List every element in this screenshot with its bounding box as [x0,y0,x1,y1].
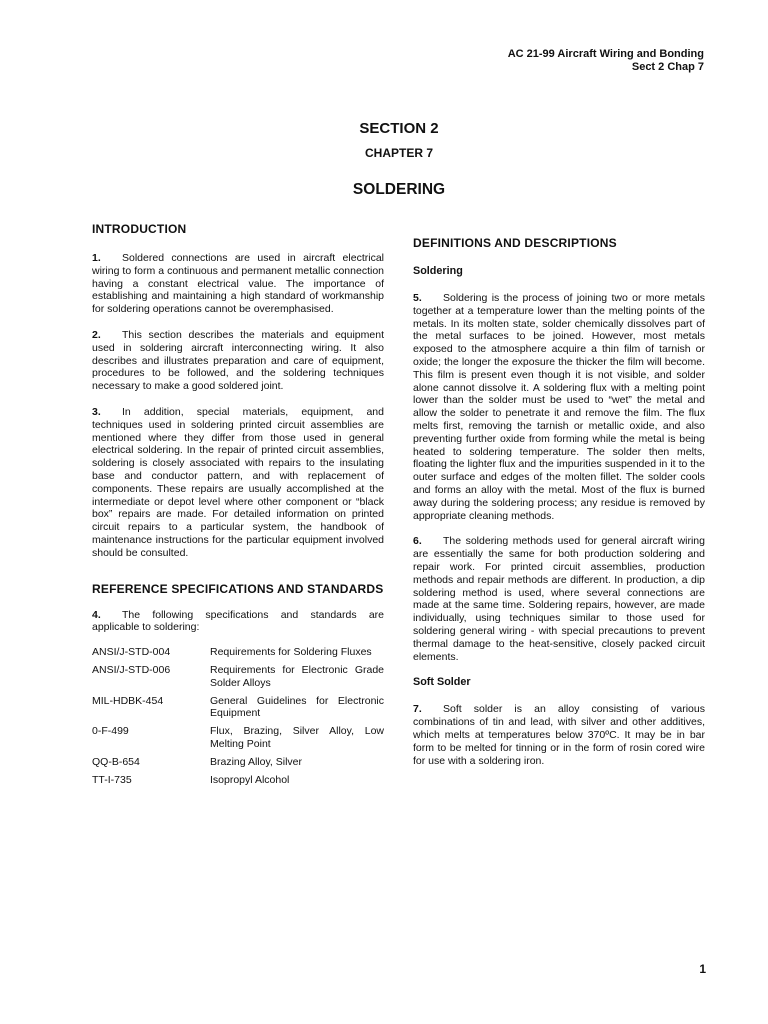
specifications-table [92,646,384,791]
header-document-title: AC 21-99 Aircraft Wiring and Bonding [507,48,704,60]
paragraph-5-text: Soldering is the process of joining two or more metals together at a temperature lower than the melting points of the metals. In its molten state, solder chemically dissolves part of the metal surfaces to be joined. However, most metals exposed to the atmosphere acquire a thin film of tarnish or oxide; the longer the exposure the thicker the film will become. This film is present even though it is not visible, and solder alone cannot dissolve it. A soldering flux with a melting point lower than the solder must be used to “wet” the metal and allow the solder to penetrate it and remove the film. The flux melts first, removing the tarnish or metallic oxide, and also preventing further oxide from forming while the metal is being heated to soldering temperature. The solder then melts, floating the lighter flux and the impurities suspended in it to the outer surface and edges of the molten fillet. The solder cools and forms an alloy with the metal. Most of the flux is burned away during the soldering process; any residue is removed by appropriate cleaning methods. [413,292,705,522]
definitions-heading: DEFINITIONS AND DESCRIPTIONS [413,236,617,250]
spec-code: TT-I-735 [92,773,132,786]
spec-code: MIL-HDBK-454 [92,694,164,707]
spec-code: ANSI/J-STD-004 [92,646,171,659]
table-row [92,756,384,774]
reference-specifications-heading: REFERENCE SPECIFICATIONS AND STANDARDS [92,581,384,596]
paragraph-5-number: 5. [413,292,422,304]
paragraph-4-number: 4. [92,608,101,621]
paragraph-1-number: 1. [92,252,101,264]
page-number: 1 [699,962,706,976]
left-column [92,222,384,791]
table-row [92,725,384,756]
paragraph-3 [92,406,384,560]
section-title: SECTION 2 [359,120,439,137]
table-row [92,774,384,792]
paragraph-2-number: 2. [92,328,101,341]
spec-code: 0-F-499 [92,725,129,738]
paragraph-2 [92,329,384,393]
paragraph-6 [413,535,705,663]
running-header [508,48,704,74]
title-block [0,120,768,199]
paragraph-3-text: In addition, special materials, equipment, and techniques used in soldering printed circuit assemblies are mentioned where they differ from those used in general electrical soldering. In the repair of printed circuit assemblies, soldering is closely associated with repairs to the insulating base and conductor pattern, and with replacement of components. These repairs are usually accomplished at the intermediate or depot level where other component or “black box” repairs are made. For detailed information on printed circuit repairs to a particular system, the handbook of maintenance instructions for the particular equipment involved should be consulted. [92,405,384,559]
spec-code: QQ-B-654 [92,755,140,768]
paragraph-4 [92,609,384,635]
soft-solder-subheading: Soft Solder [413,676,471,689]
paragraph-7-text: Soft solder is an alloy consisting of various combinations of tin and lead, with silver and other additives, which melts at temperatures below 370ºC. It may be in bar form to be melted for tinning or in the form of rosin cored wire for use with a soldering iron. [413,703,705,767]
paragraph-3-number: 3. [92,405,101,418]
page-title: SOLDERING [352,181,446,198]
table-row [92,664,384,695]
introduction-heading: INTRODUCTION [92,222,187,236]
spec-description: Brazing Alloy, Silver [210,755,303,768]
spec-code: ANSI/J-STD-006 [92,663,171,676]
paragraph-2-text: This section describes the materials and equipment used in soldering aircraft interconnecting wiring. It also describes and illustrates preparation and care of equipment, procedures to be followed, and the soldering techniques necessary to make a good soldered joint. [92,328,384,393]
spec-description: Flux, Brazing, Silver Alloy, Low Melting Point [210,725,384,750]
chapter-title: CHAPTER 7 [364,146,433,160]
soldering-subheading: Soldering [413,265,463,277]
right-column [413,236,705,767]
paragraph-6-text: The soldering methods used for general aircraft wiring are essentially the same for both production soldering and repair work. For printed circuit assemblies, production methods and repair methods are different. In production, a dip soldering method is used, where several connections are made at the same time. Soldering repairs, however, are made individually, using techniques similar to those used for soldering general wiring - with special precautions to prevent thermal damage to the heat-sensitive, closely packed circuit elements. [413,535,705,663]
spec-description: Isopropyl Alcohol [210,773,290,786]
table-row [92,646,384,664]
paragraph-1-text: Soldered connections are used in aircraft electrical wiring to form a continuous and permanent metallic connection having a constant electrical value. The importance of establishing and maintaining a high standard of workmanship for soldering operations cannot be overemphasised. [92,252,384,316]
spec-description: Requirements for Soldering Fluxes [210,646,372,659]
paragraph-6-number: 6. [413,535,422,548]
spec-description: Requirements for Electronic Grade Solder Alloys [210,663,384,689]
paragraph-5 [413,292,705,522]
header-section-ref: Sect 2 Chap 7 [631,61,704,73]
table-row [92,695,384,726]
paragraph-4-text: The following specifications and standards are applicable to soldering: [92,608,384,634]
spec-description: General Guidelines for Electronic Equipment [210,694,384,720]
paragraph-7 [413,703,705,767]
paragraph-1 [92,252,384,316]
paragraph-7-number: 7. [413,703,422,716]
